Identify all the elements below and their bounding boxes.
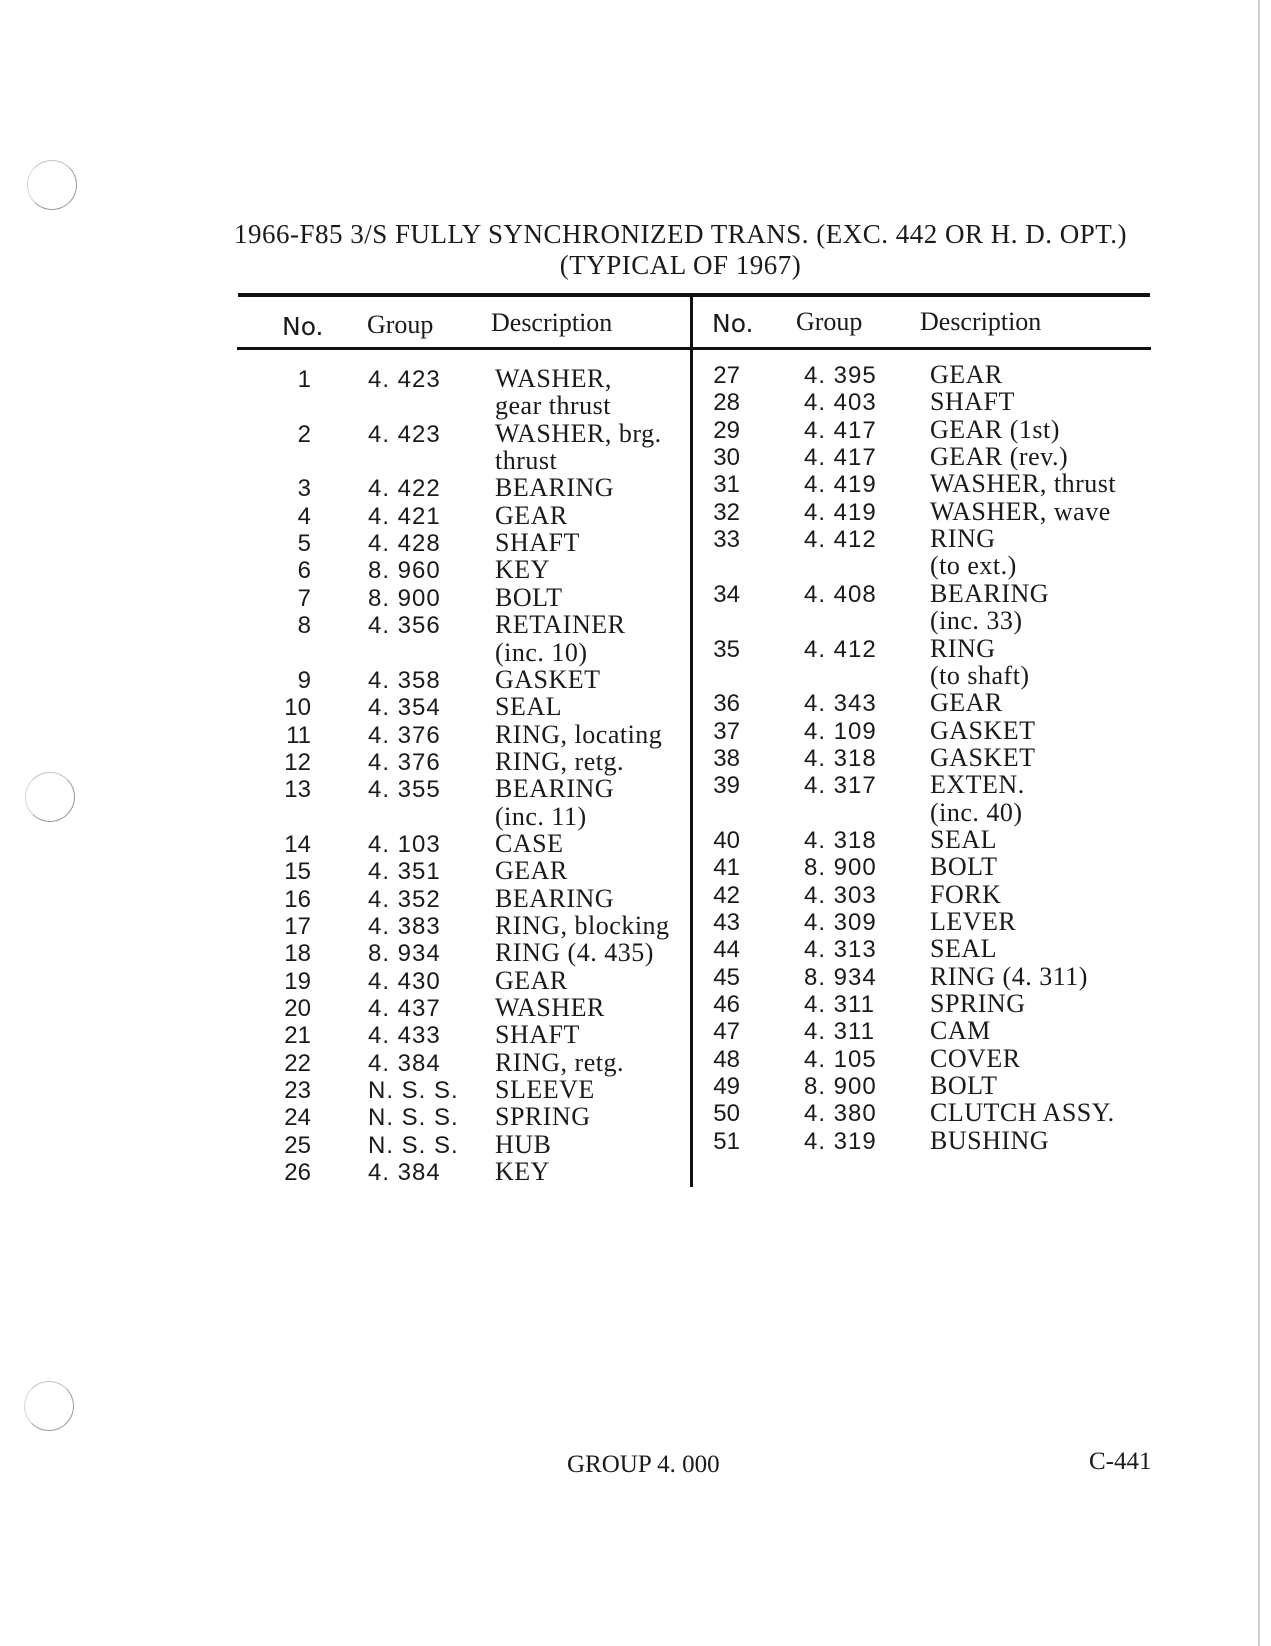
part-number: 47 (713, 1018, 740, 1046)
part-description: SHAFT (930, 387, 1015, 417)
part-number: 32 (713, 498, 740, 526)
group-code: 4. 380 (804, 1100, 877, 1128)
group-code: 8. 934 (368, 940, 441, 968)
header-no-left: No. (282, 312, 324, 341)
part-number: 16 (284, 885, 311, 913)
part-number: 45 (713, 963, 740, 991)
part-number: 29 (713, 416, 740, 444)
group-code: 4. 419 (804, 471, 877, 499)
group-code: 4. 412 (804, 526, 877, 554)
part-description: BEARING (495, 883, 615, 913)
part-description: RING, retg. (495, 1047, 624, 1077)
part-number: 34 (713, 580, 740, 608)
part-description: GASKET (930, 715, 1036, 745)
part-description: SHAFT (495, 1020, 580, 1050)
part-description: GEAR (930, 360, 1003, 389)
part-number: 1 (297, 366, 311, 393)
part-number: 39 (713, 772, 740, 800)
part-description: CASE (495, 828, 564, 858)
group-code: 4. 421 (368, 502, 441, 530)
group-code: 4. 354 (368, 694, 441, 722)
group-code: 4. 437 (368, 995, 441, 1023)
group-code: 4. 318 (804, 826, 877, 854)
part-number: 27 (713, 362, 740, 389)
part-number: 28 (713, 389, 740, 417)
group-code: N. S. S. (368, 1077, 459, 1105)
part-description: RETAINER (495, 610, 626, 640)
part-number: 18 (284, 940, 311, 968)
part-description: gear thrust (495, 391, 611, 421)
part-description: (to ext.) (930, 551, 1017, 581)
footer-page-number: C-441 (1089, 1448, 1152, 1475)
group-code: 4. 384 (368, 1159, 441, 1187)
part-number: 7 (297, 584, 311, 612)
part-description: (inc. 10) (495, 637, 588, 667)
part-number: 41 (713, 854, 740, 882)
part-number: 22 (284, 1049, 311, 1077)
part-description: WASHER, thrust (930, 469, 1117, 499)
part-description: GEAR (495, 856, 568, 886)
group-code: 4. 358 (368, 666, 441, 694)
group-code: 4. 343 (804, 690, 877, 718)
part-number: 17 (284, 913, 311, 940)
part-number: 30 (713, 444, 740, 472)
part-description: SEAL (930, 934, 997, 964)
part-description: SEAL (930, 824, 997, 854)
group-code: 4. 376 (368, 748, 441, 776)
part-number: 10 (284, 694, 311, 722)
column-divider (690, 295, 693, 1187)
part-number: 25 (284, 1131, 311, 1159)
group-code: 4. 317 (804, 772, 877, 800)
part-number: 26 (284, 1159, 311, 1187)
part-description: BOLT (930, 1071, 998, 1101)
part-number: 15 (284, 858, 311, 886)
part-description: WASHER (495, 993, 605, 1023)
part-number: 44 (713, 936, 740, 964)
part-number: 11 (286, 721, 311, 749)
group-code: 4. 428 (368, 530, 441, 558)
part-description: RING, retg. (495, 746, 624, 776)
group-code: 4. 433 (368, 1022, 441, 1050)
group-code: 4. 423 (368, 420, 441, 448)
part-description: SPRING (495, 1102, 591, 1132)
binder-hole-bottom (24, 1381, 74, 1431)
part-description: COVER (930, 1043, 1021, 1073)
part-description: BEARING (495, 774, 615, 804)
part-number: 40 (713, 826, 740, 854)
group-code: 4. 309 (804, 909, 877, 936)
part-description: WASHER, (495, 364, 612, 393)
part-description: (inc. 40) (930, 797, 1023, 827)
part-number: 51 (713, 1127, 740, 1155)
group-code: 4. 417 (804, 444, 877, 472)
part-number: 3 (297, 475, 311, 503)
group-code: 4. 417 (804, 416, 877, 444)
part-description: WASHER, wave (930, 496, 1111, 526)
part-description: GEAR (930, 688, 1003, 718)
part-number: 21 (284, 1022, 311, 1050)
part-number: 46 (713, 991, 740, 1019)
part-number: 8 (297, 612, 311, 640)
part-description: BOLT (930, 852, 998, 882)
part-description: GEAR (1st) (930, 414, 1060, 444)
part-number: 42 (713, 881, 740, 909)
header-group-left: Group (367, 310, 434, 339)
group-code: 4. 376 (368, 721, 441, 749)
part-description: GEAR (495, 965, 568, 995)
group-code: 4. 430 (368, 967, 441, 995)
group-code: 4. 105 (804, 1045, 877, 1073)
part-description: BEARING (495, 473, 615, 503)
part-number: 35 (713, 635, 740, 663)
part-number: 13 (284, 776, 311, 804)
group-code: 4. 352 (368, 885, 441, 913)
footer-group-label: GROUP 4. 000 (567, 1451, 720, 1478)
part-description: BUSHING (930, 1125, 1050, 1155)
group-code: 4. 313 (804, 936, 877, 964)
group-code: 4. 383 (368, 913, 441, 940)
part-description: thrust (495, 446, 558, 476)
header-description-right: Description (920, 307, 1042, 336)
part-description: LEVER (930, 907, 1017, 936)
part-number: 23 (284, 1077, 311, 1105)
header-bottom-rule (237, 347, 1151, 350)
part-number: 48 (713, 1045, 740, 1073)
part-description: (to shaft) (930, 660, 1030, 690)
part-description: SEAL (495, 692, 562, 722)
group-code: 4. 103 (368, 830, 441, 858)
group-code: 4. 423 (368, 366, 441, 393)
part-description: (inc. 33) (930, 606, 1023, 636)
group-code: 4. 356 (368, 612, 441, 640)
part-description: RING (4. 311) (930, 961, 1088, 991)
part-description: FORK (930, 879, 1002, 909)
group-code: 8. 900 (804, 1073, 877, 1101)
part-number: 9 (297, 666, 311, 694)
group-code: 4. 384 (368, 1049, 441, 1077)
part-number: 24 (284, 1104, 311, 1132)
part-number: 38 (713, 744, 740, 772)
part-description: SLEEVE (495, 1075, 595, 1105)
part-number: 2 (297, 420, 311, 448)
part-description: EXTEN. (930, 770, 1025, 800)
group-code: 4. 351 (368, 858, 441, 886)
group-code: 4. 419 (804, 498, 877, 526)
part-description: GASKET (495, 664, 601, 694)
part-number: 4 (297, 502, 311, 530)
part-number: 14 (284, 830, 311, 858)
part-description: CLUTCH ASSY. (930, 1098, 1115, 1128)
part-number: 43 (713, 909, 740, 936)
part-number: 19 (284, 967, 311, 995)
group-code: 4. 303 (804, 881, 877, 909)
part-description: RING, blocking (495, 911, 670, 940)
part-number: 49 (713, 1073, 740, 1101)
group-code: 4. 412 (804, 635, 877, 663)
part-description: SPRING (930, 989, 1026, 1019)
group-code: 4. 422 (368, 475, 441, 503)
part-number: 33 (713, 526, 740, 554)
binder-hole-top (27, 160, 77, 210)
group-code: 4. 318 (804, 744, 877, 772)
part-number: 31 (713, 471, 740, 499)
group-code: 4. 408 (804, 580, 877, 608)
part-description: KEY (495, 555, 550, 585)
part-description: WASHER, brg. (495, 418, 662, 448)
group-code: 8. 934 (804, 963, 877, 991)
part-description: RING (4. 435) (495, 938, 654, 968)
page-title-line2: (TYPICAL OF 1967) (559, 250, 802, 280)
part-description: RING, locating (495, 719, 663, 749)
part-number: 20 (284, 995, 311, 1023)
group-code: 4. 395 (804, 362, 877, 389)
part-number: 12 (284, 748, 311, 776)
binder-hole-middle (25, 772, 75, 822)
header-no-right: No. (712, 309, 754, 338)
part-description: RING (930, 633, 996, 663)
part-number: 36 (713, 690, 740, 718)
group-code: 4. 319 (804, 1127, 877, 1155)
part-number: 37 (713, 717, 740, 745)
part-description: GEAR (495, 500, 568, 530)
group-code: 8. 900 (804, 854, 877, 882)
part-description: SHAFT (495, 528, 580, 558)
group-code: 4. 311 (804, 991, 875, 1019)
part-description: GEAR (rev.) (930, 442, 1069, 472)
part-description: KEY (495, 1157, 550, 1187)
part-description: RING (930, 524, 996, 554)
page-title-line1: 1966-F85 3/S FULLY SYNCHRONIZED TRANS. (EXC. 442 OR H. D. OPT.) (233, 219, 1128, 249)
group-code: 4. 311 (804, 1018, 875, 1046)
part-number: 50 (713, 1100, 740, 1128)
group-code: 8. 900 (368, 584, 441, 612)
part-description: (inc. 11) (495, 801, 587, 831)
group-code: 8. 960 (368, 557, 441, 585)
part-number: 6 (297, 557, 311, 585)
part-description: GASKET (930, 742, 1036, 772)
group-code: N. S. S. (368, 1131, 459, 1159)
part-description: BOLT (495, 582, 563, 612)
table-top-rule (238, 293, 1150, 297)
part-number: 5 (297, 530, 311, 558)
group-code: 4. 403 (804, 389, 877, 417)
group-code: N. S. S. (368, 1104, 459, 1132)
group-code: 4. 109 (804, 717, 877, 745)
header-description-left: Description (491, 308, 613, 337)
group-code: 4. 355 (368, 776, 441, 804)
header-group-right: Group (796, 307, 863, 336)
part-description: BEARING (930, 578, 1050, 608)
part-description: CAM (930, 1016, 991, 1046)
part-description: HUB (495, 1129, 552, 1159)
